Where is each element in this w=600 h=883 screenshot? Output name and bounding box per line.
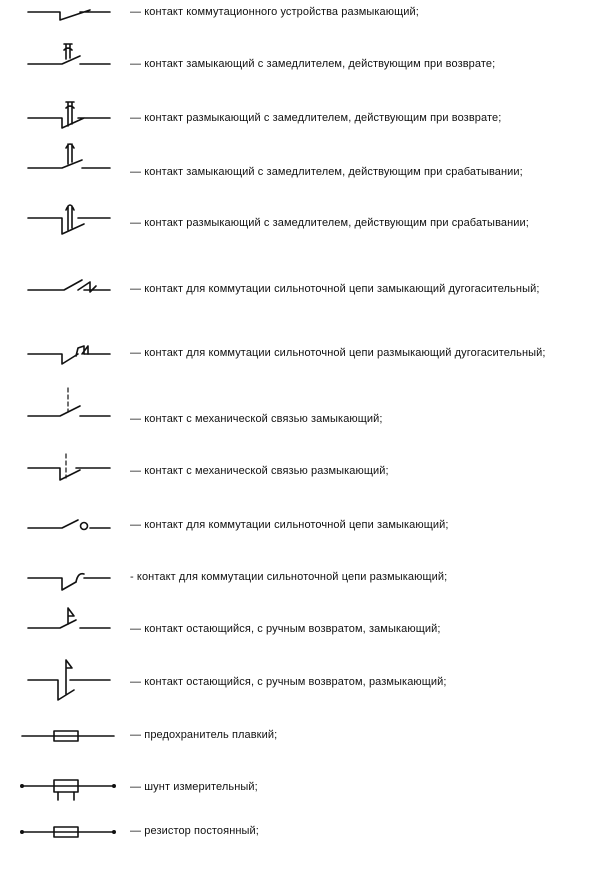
item-text: — контакт остающийся, с ручным возвратом, замыкающий; — [130, 623, 441, 635]
contact-make-delay-return-icon — [18, 40, 118, 100]
item-text: - контакт для коммутации сильноточной цепи размыкающий; — [130, 571, 448, 583]
item-text: — контакт остающийся, с ручным возвратом, размыкающий; — [130, 676, 447, 688]
contact-latching-make-icon — [18, 602, 118, 662]
item-text: — контакт с механической связью замыкающий; — [130, 413, 383, 425]
item-text: — контакт размыкающий с замедлителем, действующим при возврате; — [130, 112, 502, 124]
contact-mechanical-break-icon — [18, 450, 118, 510]
item-text: — контакт коммутационного устройства размыкающий; — [130, 6, 419, 18]
item-text: — контакт замыкающий с замедлителем, действующим при возврате; — [130, 58, 496, 70]
item-text: — контакт для коммутации сильноточной цепи размыкающий дугогасительный; — [130, 347, 546, 359]
item-text: — контакт с механической связью размыкающий; — [130, 465, 389, 477]
contact-mechanical-make-icon — [18, 384, 118, 444]
contact-break-delay-operate-icon — [18, 196, 118, 256]
contact-make-delay-operate-icon — [18, 138, 118, 198]
contact-latching-break-icon — [18, 656, 118, 716]
item-text: — контакт замыкающий с замедлителем, действующим при срабатывании; — [130, 166, 523, 178]
item-text: — предохранитель плавкий; — [130, 729, 278, 741]
item-text: — шунт измерительный; — [130, 781, 258, 793]
item-text: — контакт для коммутации сильноточной цепи замыкающий; — [130, 519, 449, 531]
resistor-icon — [18, 818, 118, 878]
contact-power-make-icon — [18, 506, 118, 566]
item-text: — резистор постоянный; — [130, 825, 259, 837]
contact-power-make-arc-icon — [18, 268, 118, 328]
item-text: — контакт для коммутации сильноточной цепи замыкающий дугогасительный; — [130, 283, 540, 295]
item-text: — контакт размыкающий с замедлителем, действующим при срабатывании; — [130, 217, 529, 229]
